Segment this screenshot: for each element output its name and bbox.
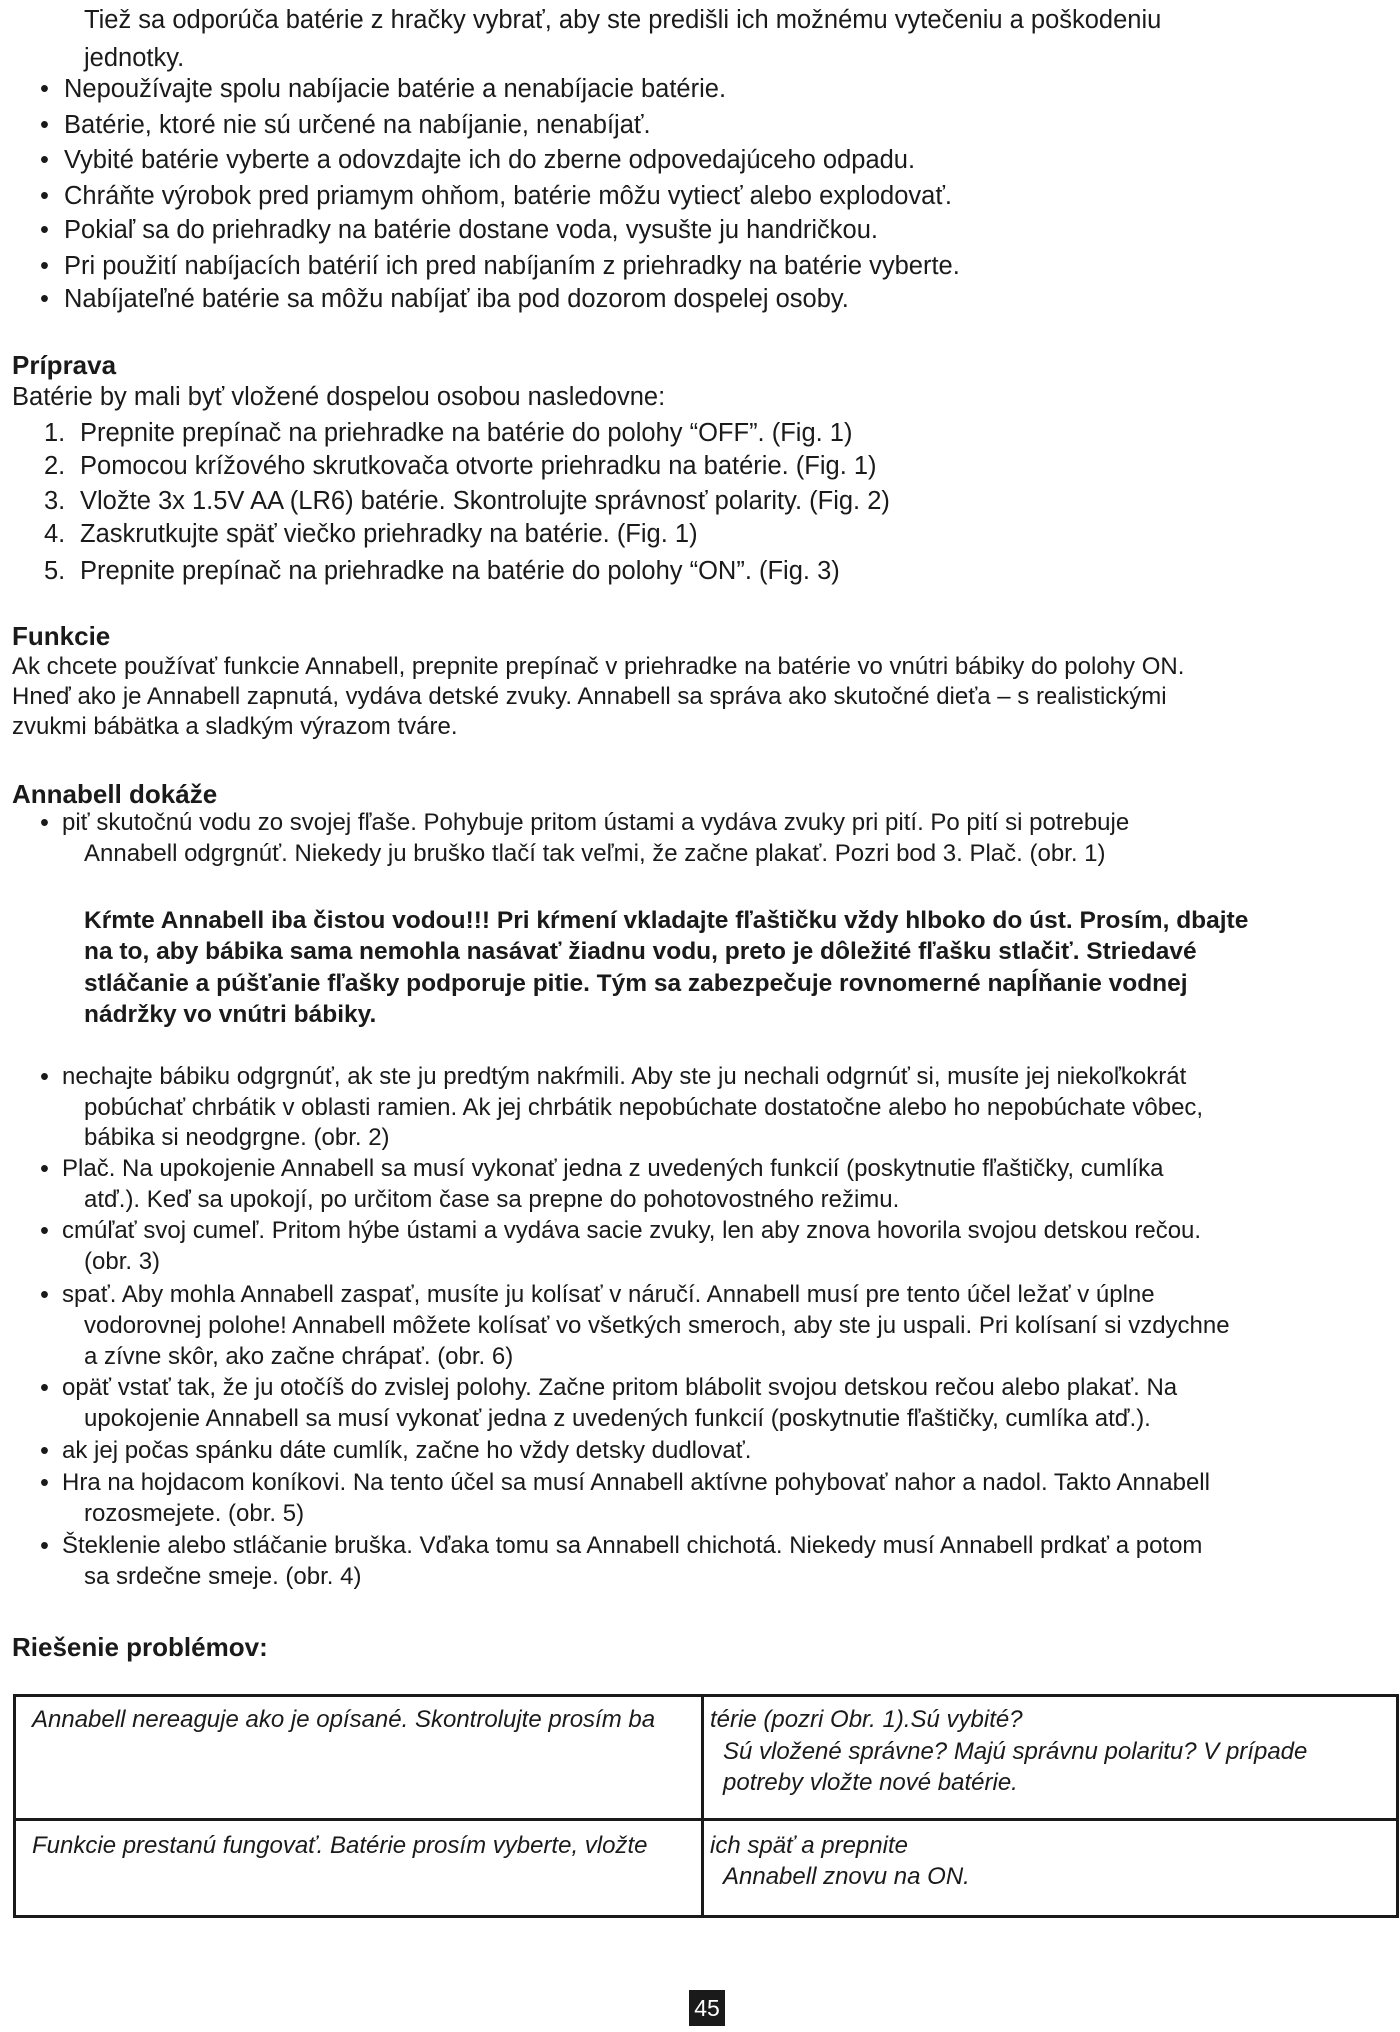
solution-cell: térie (pozri Obr. 1).Sú vybité? bbox=[710, 1706, 1023, 1733]
solution-cell: Annabell znovu na ON. bbox=[723, 1863, 970, 1890]
list-item: Batérie, ktoré nie sú určené na nabíjanie, nenabíjať. bbox=[64, 111, 651, 139]
list-item: Šteklenie alebo stláčanie bruška. Vďaka tomu sa Annabell chichotá. Niekedy musí Annabell prdkať a potom bbox=[62, 1532, 1203, 1559]
list-item-continuation: sa srdečne smeje. (obr. 4) bbox=[84, 1563, 362, 1590]
warning-note: stláčanie a púšťanie fľašky podporuje pitie. Tým sa zabezpečuje rovnomerné napĺňanie vodnej bbox=[84, 970, 1188, 997]
list-item: piť skutočnú vodu zo svojej fľaše. Pohybuje pritom ústami a vydáva zvuky pri pití. Po pití si potrebuje bbox=[62, 809, 1130, 836]
bullet-dot: • bbox=[40, 1281, 49, 1309]
bullet-dot: • bbox=[40, 146, 49, 174]
list-item-continuation: (obr. 3) bbox=[84, 1248, 161, 1275]
list-item: cmúľať svoj cumeľ. Pritom hýbe ústami a vydáva sacie zvuky, len aby znova hovorila svojou detskou rečou. bbox=[62, 1217, 1202, 1244]
list-item: ak jej počas spánku dáte cumlík, začne ho vždy detsky dudlovať. bbox=[62, 1437, 752, 1464]
step-text: Prepnite prepínač na priehradke na batérie do polohy “ON”. (Fig. 3) bbox=[80, 557, 840, 585]
list-item-continuation: vodorovnej polohe! Annabell môžete kolísať vo všetkých smeroch, aby ste ju uspali. Pri kolísaní si vzdychne bbox=[84, 1312, 1230, 1339]
step-text: Zaskrutkujte späť viečko priehradky na batérie. (Fig. 1) bbox=[80, 520, 698, 548]
step-text: Vložte 3x 1.5V AA (LR6) batérie. Skontrolujte správnosť polarity. (Fig. 2) bbox=[80, 487, 890, 515]
problem-cell: Annabell nereaguje ako je opísané. Skontrolujte prosím ba bbox=[32, 1706, 656, 1733]
list-item: Nabíjateľné batérie sa môžu nabíjať iba pod dozorom dospelej osoby. bbox=[64, 285, 849, 313]
solution-cell: Sú vložené správne? Majú správnu polaritu? V prípade bbox=[723, 1738, 1308, 1765]
warning-note: Kŕmte Annabell iba čistou vodou!!! Pri kŕmení vkladajte fľaštičku vždy hlboko do úst. Prosím, dbajte bbox=[84, 907, 1249, 934]
bullet-dot: • bbox=[40, 1437, 49, 1465]
warning-note: nádržky vo vnútri bábiky. bbox=[84, 1001, 377, 1028]
step-number: 1. bbox=[44, 419, 66, 447]
bullet-dot: • bbox=[40, 1469, 49, 1497]
list-item: nechajte bábiku odgrgnúť, ak ste ju predtým nakŕmili. Aby ste ju nechali odgrnúť si, musíte jej niekoľkokrát bbox=[62, 1063, 1187, 1090]
step-number: 5. bbox=[44, 557, 66, 585]
section-heading-dokaze: Annabell dokáže bbox=[12, 779, 218, 809]
funkcie-line: zvukmi bábätka a sladkým výrazom tváre. bbox=[12, 713, 458, 740]
bullet-dot: • bbox=[40, 111, 49, 139]
step-number: 3. bbox=[44, 487, 66, 515]
page-number: 45 bbox=[689, 1990, 725, 2026]
warning-note: na to, aby bábika sama nemohla nasávať žiadnu vodu, preto je dôležité fľašku stlačiť. Striedavé bbox=[84, 938, 1197, 965]
list-item-continuation: pobúchať chrbátik v oblasti ramien. Ak jej chrbátik nepobúchate dostatočne alebo ho nepobúchate vôbec, bbox=[84, 1094, 1204, 1121]
bullet-dot: • bbox=[40, 285, 49, 313]
bullet-dot: • bbox=[40, 1155, 49, 1183]
section-heading-priprava: Príprava bbox=[12, 350, 117, 380]
battery-intro-line-1: Tiež sa odporúča batérie z hračky vybrať, aby ste predišli ich možnému vytečeniu a poškodeniu bbox=[84, 6, 1162, 34]
bullet-dot: • bbox=[40, 809, 49, 837]
bullet-dot: • bbox=[40, 1374, 49, 1402]
troubleshooting-table bbox=[13, 1694, 1397, 1916]
priprava-intro: Batérie by mali byť vložené dospelou osobou nasledovne: bbox=[12, 383, 666, 411]
bullet-dot: • bbox=[40, 1532, 49, 1560]
list-item: opäť vstať tak, že ju otočíš do zvislej polohy. Začne pritom blábolit svojou detskou rečou alebo plakať. Na bbox=[62, 1374, 1178, 1401]
list-item-continuation: a zívne skôr, ako začne chrápať. (obr. 6) bbox=[84, 1343, 514, 1370]
list-item-continuation: atď.). Keď sa upokojí, po určitom čase sa prepne do pohotovostného režimu. bbox=[84, 1186, 900, 1213]
battery-intro-line-2: jednotky. bbox=[84, 44, 185, 72]
bullet-dot: • bbox=[40, 1217, 49, 1245]
solution-cell: ich späť a prepnite bbox=[710, 1832, 908, 1859]
bullet-dot: • bbox=[40, 75, 49, 103]
table-row-divider bbox=[13, 1818, 1397, 1821]
list-item: Pokiaľ sa do priehradky na batérie dostane voda, vysušte ju handričkou. bbox=[64, 216, 879, 244]
list-item-continuation: rozosmejete. (obr. 5) bbox=[84, 1500, 305, 1527]
step-text: Pomocou krížového skrutkovača otvorte priehradku na batérie. (Fig. 1) bbox=[80, 452, 877, 480]
list-item-continuation: Annabell odgrgnúť. Niekedy ju bruško tlačí tak veľmi, že začne plakať. Pozri bod 3. Plač. (obr. 1) bbox=[84, 840, 1106, 867]
step-number: 2. bbox=[44, 452, 66, 480]
bullet-dot: • bbox=[40, 252, 49, 280]
section-heading-problems: Riešenie problémov: bbox=[12, 1632, 268, 1662]
step-number: 4. bbox=[44, 520, 66, 548]
table-column-divider bbox=[701, 1694, 704, 1916]
section-heading-funkcie: Funkcie bbox=[12, 621, 111, 651]
funkcie-line: Ak chcete používať funkcie Annabell, prepnite prepínač v priehradke na batérie vo vnútri bábiky do polohy ON. bbox=[12, 653, 1185, 680]
list-item-continuation: upokojenie Annabell sa musí vykonať jedna z uvedených funkcií (poskytnutie fľaštičky, cumlíka atď.). bbox=[84, 1405, 1151, 1432]
list-item: Chráňte výrobok pred priamym ohňom, batérie môžu vytiecť alebo explodovať. bbox=[64, 182, 952, 210]
list-item-continuation: bábika si neodgrgne. (obr. 2) bbox=[84, 1124, 390, 1151]
list-item: Pri použití nabíjacích batérií ich pred nabíjaním z priehradky na batérie vyberte. bbox=[64, 252, 960, 280]
problem-cell: Funkcie prestanú fungovať. Batérie prosím vyberte, vložte bbox=[32, 1832, 648, 1859]
bullet-dot: • bbox=[40, 182, 49, 210]
bullet-dot: • bbox=[40, 1063, 49, 1091]
list-item: spať. Aby mohla Annabell zaspať, musíte ju kolísať v náručí. Annabell musí pre tento účel ležať v úplne bbox=[62, 1281, 1155, 1308]
list-item: Nepoužívajte spolu nabíjacie batérie a nenabíjacie batérie. bbox=[64, 75, 727, 103]
step-text: Prepnite prepínač na priehradke na batérie do polohy “OFF”. (Fig. 1) bbox=[80, 419, 853, 447]
list-item: Hra na hojdacom koníkovi. Na tento účel sa musí Annabell aktívne pohybovať nahor a nadol. Takto Annabell bbox=[62, 1469, 1210, 1496]
solution-cell: potreby vložte nové batérie. bbox=[723, 1769, 1018, 1796]
funkcie-line: Hneď ako je Annabell zapnutá, vydáva detské zvuky. Annabell sa správa ako skutočné dieťa – s realistickými bbox=[12, 683, 1167, 710]
list-item: Plač. Na upokojenie Annabell sa musí vykonať jedna z uvedených funkcií (poskytnutie fľaštičky, cumlíka bbox=[62, 1155, 1164, 1182]
list-item: Vybité batérie vyberte a odovzdajte ich do zberne odpovedajúceho odpadu. bbox=[64, 146, 916, 174]
bullet-dot: • bbox=[40, 216, 49, 244]
